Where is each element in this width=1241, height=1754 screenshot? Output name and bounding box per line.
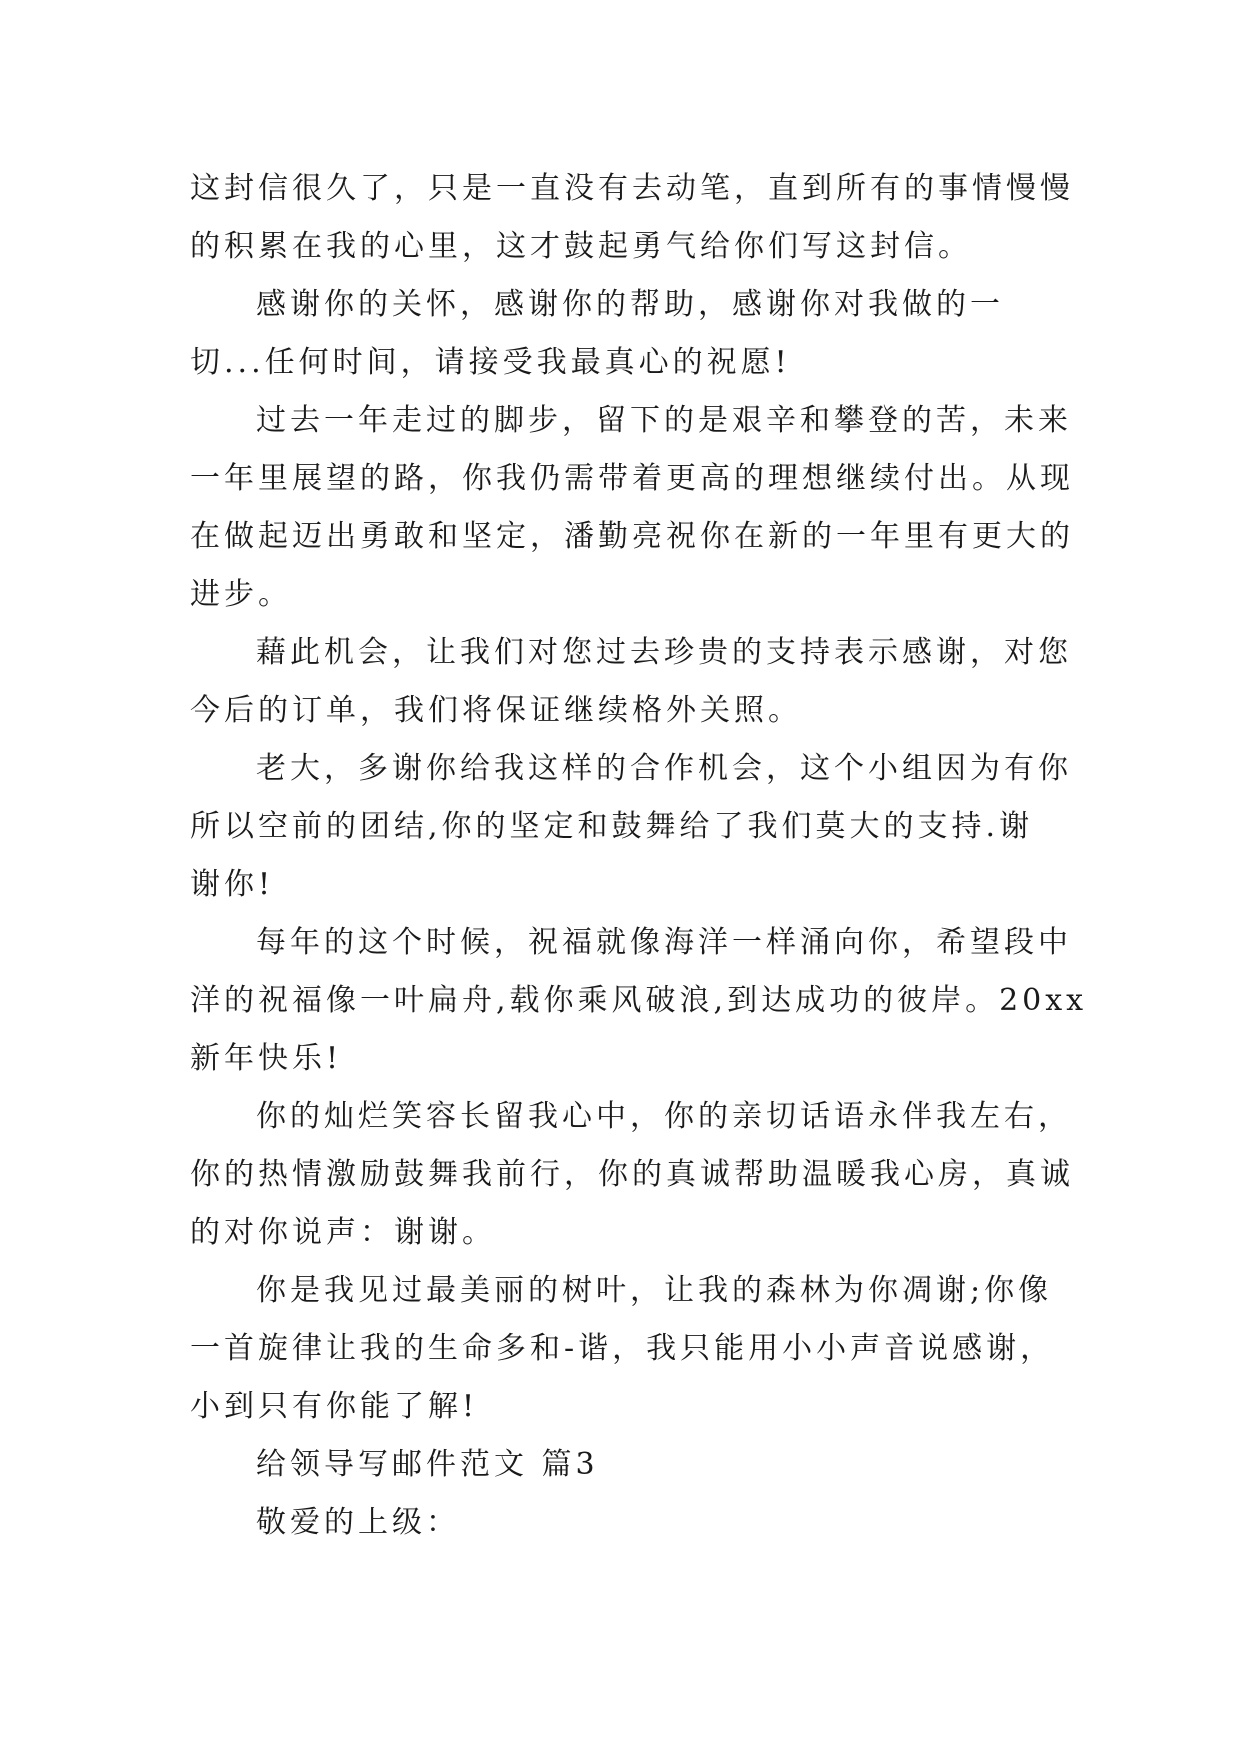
text-line: 洋的祝福像一叶扁舟,载你乘风破浪,到达成功的彼岸。20xx bbox=[190, 983, 1088, 1018]
text-line: 在做起迈出勇敢和坚定，潘勤亮祝你在新的一年里有更大的 bbox=[190, 519, 1074, 554]
text-line: 这封信很久了，只是一直没有去动笔，直到所有的事情慢慢 bbox=[190, 171, 1074, 206]
text-line: 藉此机会，让我们对您过去珍贵的支持表示感谢，对您 bbox=[256, 635, 1072, 670]
paragraph bbox=[190, 276, 1068, 392]
paragraph bbox=[190, 160, 1074, 276]
text-line: 一首旋律让我的生命多和-谐，我只能用小小声音说感谢， bbox=[190, 1331, 1055, 1366]
text-line: 的对你说声：谢谢。 bbox=[190, 1215, 496, 1250]
paragraph bbox=[190, 392, 1074, 624]
text-line: 所以空前的团结,你的坚定和鼓舞给了我们莫大的支持.谢 bbox=[190, 809, 1034, 844]
text-line: 你是我见过最美丽的树叶，让我的森林为你凋谢;你像 bbox=[256, 1273, 1053, 1308]
paragraph bbox=[190, 740, 1072, 914]
text-line: 每年的这个时候，祝福就像海洋一样涌向你，希望段中 bbox=[256, 925, 1072, 960]
text-line: 老大，多谢你给我这样的合作机会，这个小组因为有你 bbox=[256, 751, 1072, 786]
text-line: 你的灿烂笑容长留我心中，你的亲切话语永伴我左右， bbox=[256, 1099, 1072, 1134]
paragraph bbox=[190, 1088, 1074, 1262]
text-line: 进步。 bbox=[190, 577, 292, 612]
paragraph bbox=[190, 1494, 1068, 1552]
text-line: 小到只有你能了解! bbox=[190, 1389, 479, 1424]
document-body bbox=[190, 160, 1088, 1552]
text-line: 新年快乐! bbox=[190, 1041, 343, 1076]
text-line: 今后的订单，我们将保证继续格外关照。 bbox=[190, 693, 802, 728]
text-line: 切...任何时间，请接受我最真心的祝愿! bbox=[190, 345, 791, 380]
text-line: 的积累在我的心里，这才鼓起勇气给你们写这封信。 bbox=[190, 229, 972, 264]
text-line: 一年里展望的路，你我仍需带着更高的理想继续付出。从现 bbox=[190, 461, 1074, 496]
text-line: 感谢你的关怀，感谢你的帮助，感谢你对我做的一 bbox=[256, 287, 1004, 322]
text-line: 敬爱的上级： bbox=[256, 1505, 460, 1540]
paragraph bbox=[190, 1436, 1068, 1494]
text-line: 谢你! bbox=[190, 867, 275, 902]
text-line: 给领导写邮件范文 篇3 bbox=[256, 1447, 599, 1482]
text-line: 过去一年走过的脚步，留下的是艰辛和攀登的苦，未来 bbox=[256, 403, 1072, 438]
text-line: 你的热情激励鼓舞我前行，你的真诚帮助温暖我心房，真诚 bbox=[190, 1157, 1074, 1192]
paragraph bbox=[190, 624, 1072, 740]
paragraph bbox=[190, 914, 1088, 1088]
paragraph bbox=[190, 1262, 1068, 1436]
